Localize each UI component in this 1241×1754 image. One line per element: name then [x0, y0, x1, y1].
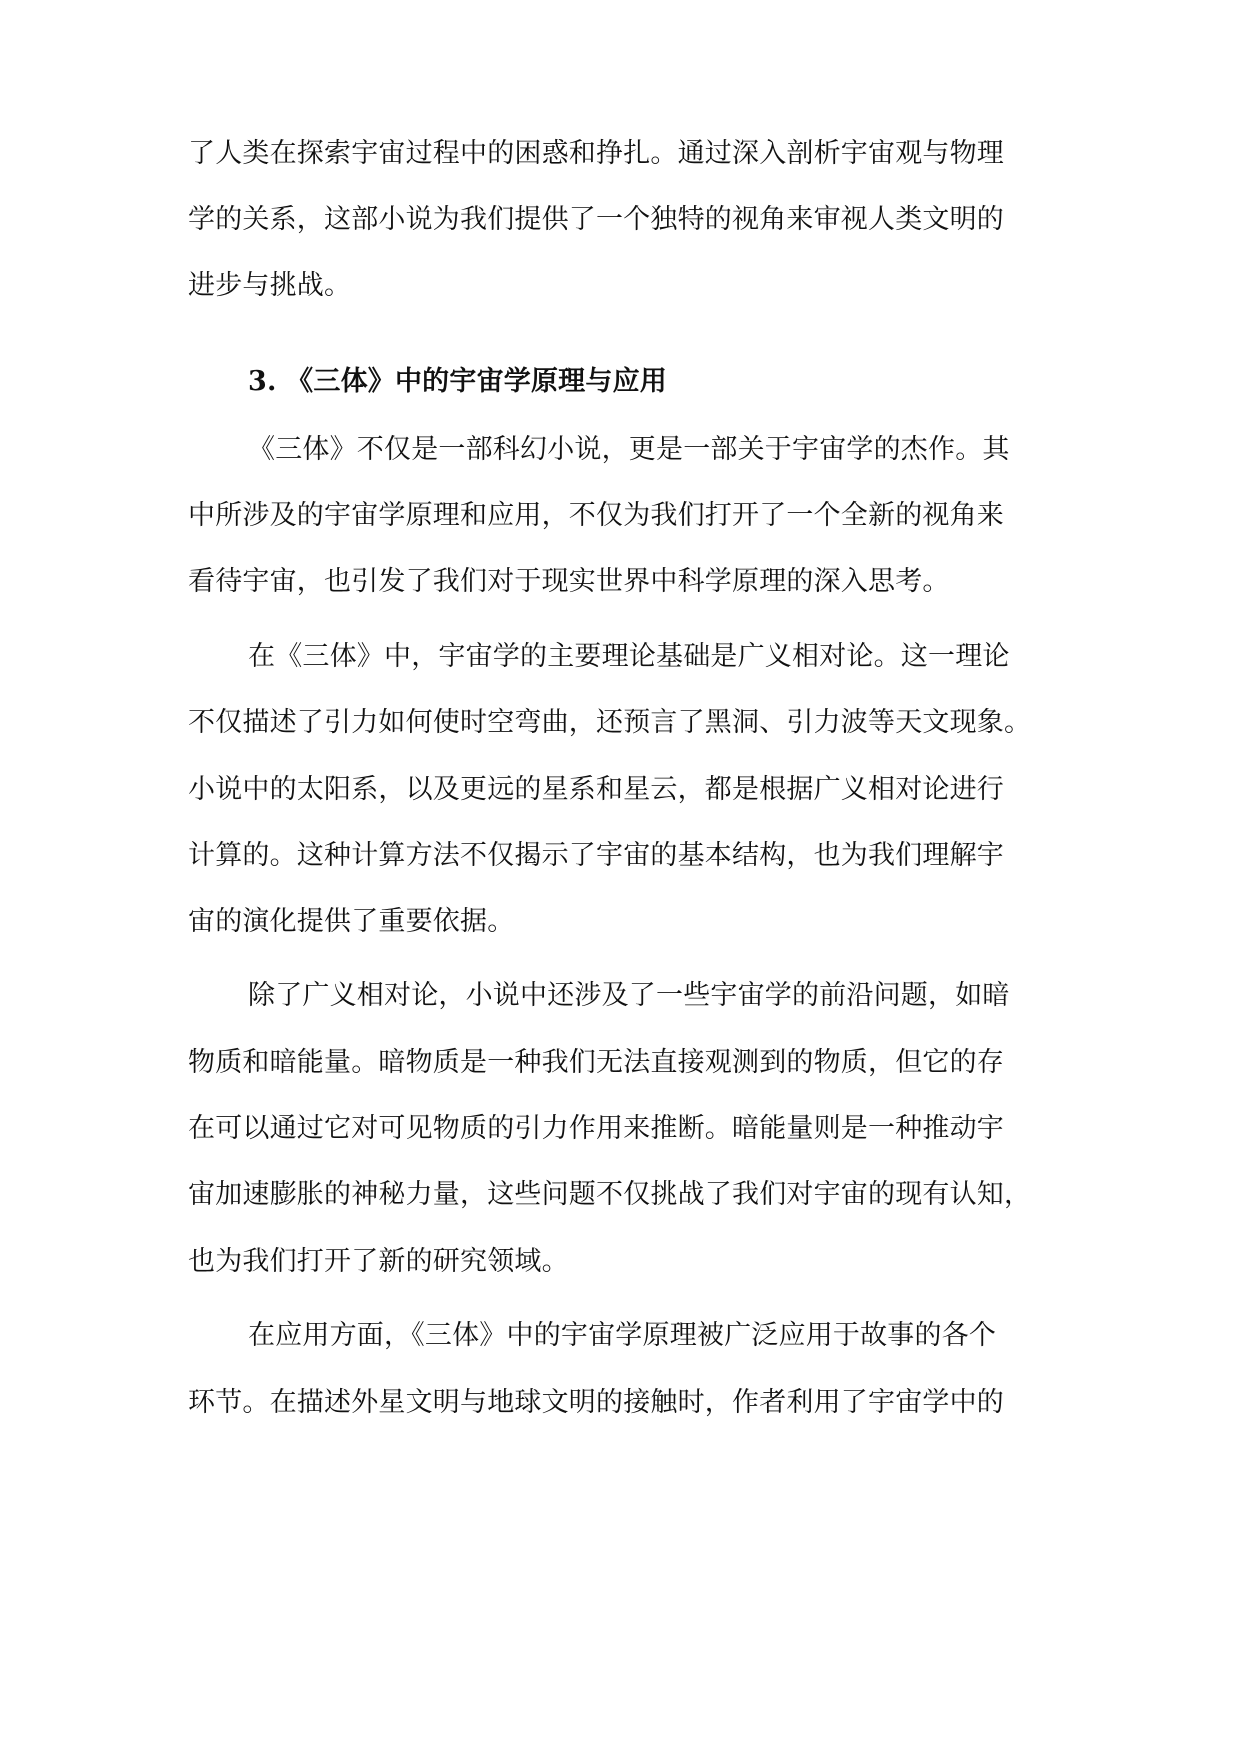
paragraph-1-line-2: 中所涉及的宇宙学原理和应用，不仅为我们打开了一个全新的视角来 — [188, 500, 1004, 531]
paragraph-intro-line-2: 学的关系，这部小说为我们提供了一个独特的视角来审视人类文明的 — [188, 204, 1004, 235]
paragraph-4-line-2: 环节。在描述外星文明与地球文明的接触时，作者利用了宇宙学中的 — [188, 1387, 1004, 1418]
paragraph-intro-line-3: 进步与挑战。 — [188, 270, 352, 301]
paragraph-3-line-2: 物质和暗能量。暗物质是一种我们无法直接观测到的物质，但它的存 — [188, 1047, 1004, 1078]
paragraph-1-line-3: 看待宇宙，也引发了我们对于现实世界中科学原理的深入思考。 — [188, 566, 950, 597]
paragraph-2-line-5: 宙的演化提供了重要依据。 — [188, 906, 515, 937]
paragraph-intro-line-1: 了人类在探索宇宙过程中的困惑和挣扎。通过深入剖析宇宙观与物理 — [188, 138, 1004, 169]
paragraph-3-line-3: 在可以通过它对可见物质的引力作用来推断。暗能量则是一种推动宇 — [188, 1113, 1004, 1144]
section-heading: 3. 《三体》中的宇宙学原理与应用 — [248, 366, 667, 397]
paragraph-2-line-1: 在《三体》中，宇宙学的主要理论基础是广义相对论。这一理论 — [248, 641, 1010, 672]
paragraph-3-line-5: 也为我们打开了新的研究领域。 — [188, 1246, 569, 1277]
paragraph-2-line-3: 小说中的太阳系，以及更远的星系和星云，都是根据广义相对论进行 — [188, 774, 1004, 805]
paragraph-2-line-4: 计算的。这种计算方法不仅揭示了宇宙的基本结构，也为我们理解宇 — [188, 840, 1004, 871]
paragraph-1-line-1: 《三体》不仅是一部科幻小说，更是一部关于宇宙学的杰作。其 — [248, 434, 1010, 465]
paragraph-4-line-1: 在应用方面，《三体》中的宇宙学原理被广泛应用于故事的各个 — [248, 1320, 997, 1351]
paragraph-3-line-4: 宙加速膨胀的神秘力量，这些问题不仅挑战了我们对宇宙的现有认知， — [188, 1179, 1032, 1210]
paragraph-2-line-2: 不仅描述了引力如何使时空弯曲，还预言了黑洞、引力波等天文现象。 — [188, 707, 1032, 738]
paragraph-3-line-1: 除了广义相对论，小说中还涉及了一些宇宙学的前沿问题，如暗 — [248, 980, 1010, 1011]
